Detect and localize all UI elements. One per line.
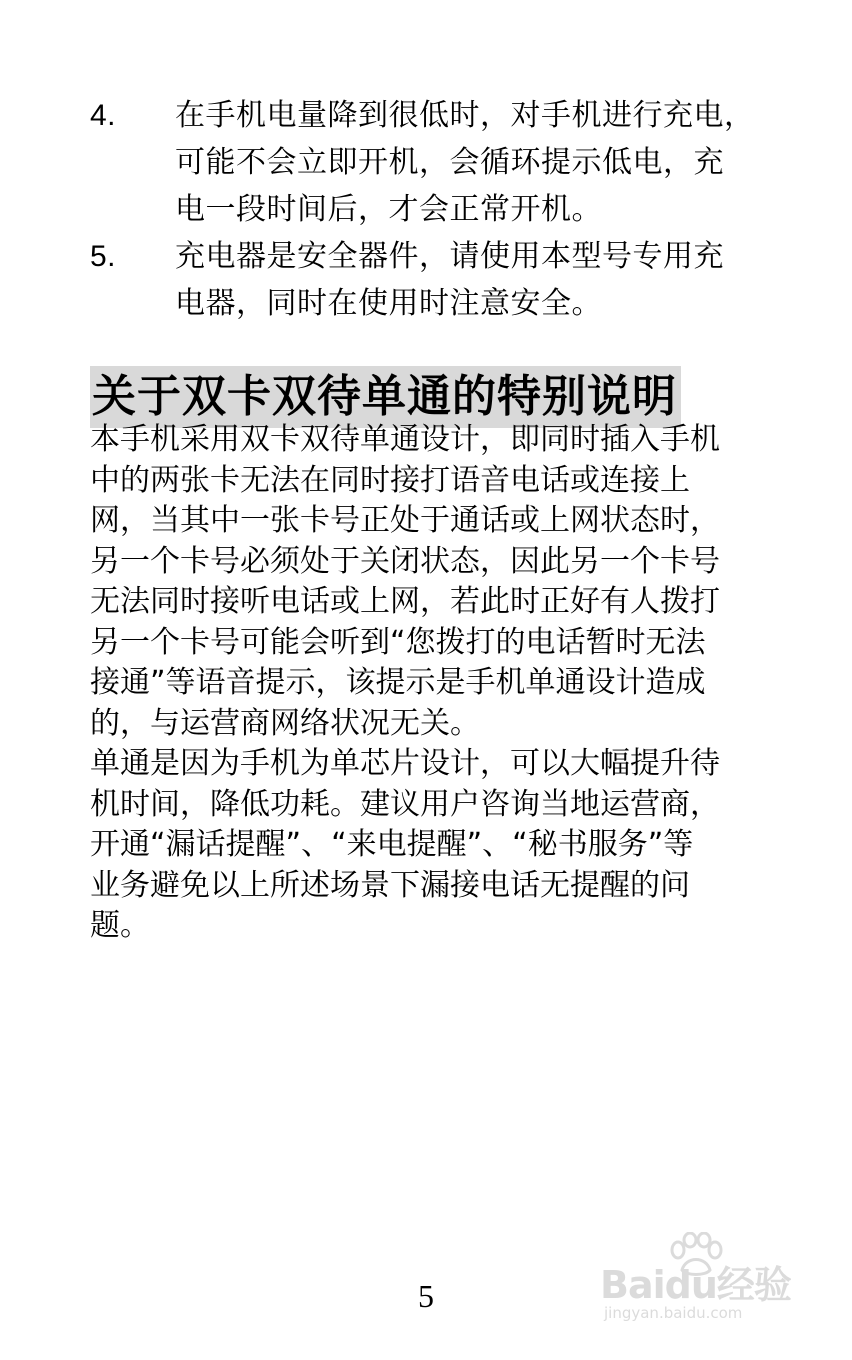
list-item-4: [90, 92, 770, 233]
section-body: [90, 420, 770, 947]
list-number: 5.: [90, 240, 117, 273]
section-heading: 关于双卡双待单通的特别说明: [90, 366, 681, 428]
watermark-url: jingyan.baidu.com: [604, 1304, 743, 1322]
list-text: 在手机电量降到很低时，对手机进行充电， 可能不会立即开机，会循环提示低电，充 电一段时间后，才会正常开机。: [175, 98, 755, 227]
page-number: 5: [418, 1278, 434, 1314]
watermark-logo: Baidu经验: [600, 1263, 791, 1307]
list-text: 充电器是安全器件，请使用本型号专用充 电器，同时在使用时注意安全。: [175, 239, 724, 321]
list-item-5: [90, 233, 770, 327]
paragraph: 本手机采用双卡双待单通设计，即同时插入手机 中的两张卡无法在同时接打语音电话或连接上 网，当其中一张卡号正处于通话或上网状态时， 另一个卡号必须处于关闭状态，因此另一个卡号 无法同时接听电话或上网，若此时正好有人拨打 另一个卡号可能会听到“您拨打的电话暂时无法 接通”等语音提示，该提示是手机单通设计造成 的，与运营商网络状况无关。: [90, 422, 720, 741]
numbered-list: [90, 92, 770, 327]
paragraph: 单通是因为手机为单芯片设计，可以大幅提升待 机时间，降低功耗。建议用户咨询当地运营商， 开通“漏话提醒”、“来电提醒”、“秘书服务”等 业务避免以上所述场景下漏接电话无提醒的问 题。: [90, 746, 720, 943]
list-number: 4.: [90, 99, 117, 132]
baidu-jingyan-watermark: [600, 1232, 800, 1332]
